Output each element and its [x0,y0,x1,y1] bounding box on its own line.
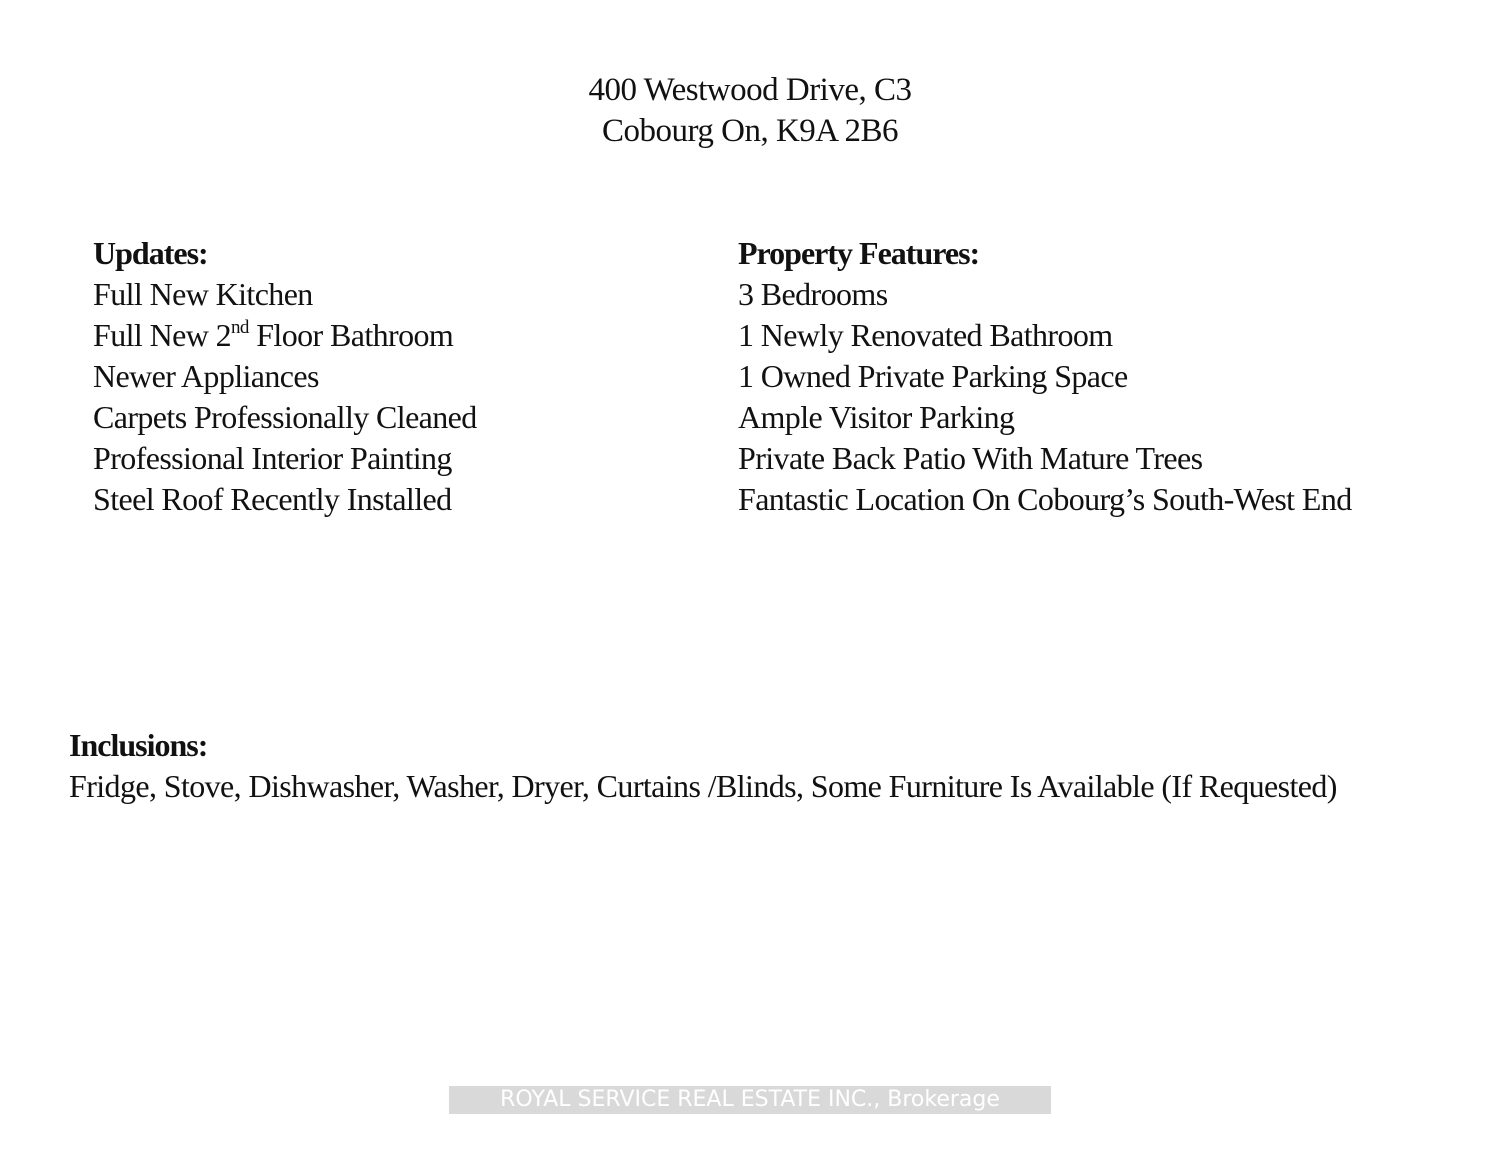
property-address [0,70,1500,152]
features-item: Private Back Patio With Mature Trees [738,440,1203,476]
features-item: Fantastic Location On Cobourg’s South-West End [738,481,1352,517]
features-item: 1 Newly Renovated Bathroom [738,317,1113,353]
updates-item [93,315,693,356]
features-list [738,274,1458,520]
updates-list [93,274,693,520]
updates-item: Carpets Professionally Cleaned [93,399,477,435]
updates-section [93,233,693,520]
address-line-1: 400 Westwood Drive, C3 [588,72,912,108]
features-heading: Property Features: [738,235,980,271]
updates-item: Professional Interior Painting [93,440,452,476]
updates-item: Steel Roof Recently Installed [93,481,452,517]
address-line-2: Cobourg On, K9A 2B6 [601,113,899,149]
updates-item: Full New Kitchen [93,276,313,312]
updates-item: Newer Appliances [93,358,319,394]
inclusions-section [69,725,1469,807]
features-item: 3 Bedrooms [738,276,888,312]
inclusions-heading: Inclusions: [69,727,208,763]
updates-item-text: Floor Bathroom [248,317,454,353]
updates-heading: Updates: [93,235,208,271]
inclusions-text: Fridge, Stove, Dishwasher, Washer, Dryer, Curtains /Blinds, Some Furniture Is Available (If Requested) [69,768,1337,804]
features-section [738,233,1458,520]
features-item: Ample Visitor Parking [738,399,1015,435]
features-item: 1 Owned Private Parking Space [738,358,1128,394]
brokerage-watermark: ROYAL SERVICE REAL ESTATE INC., Brokerage [449,1086,1051,1114]
ordinal-superscript: nd [231,317,249,338]
updates-item-text: Full New 2 [93,317,232,353]
